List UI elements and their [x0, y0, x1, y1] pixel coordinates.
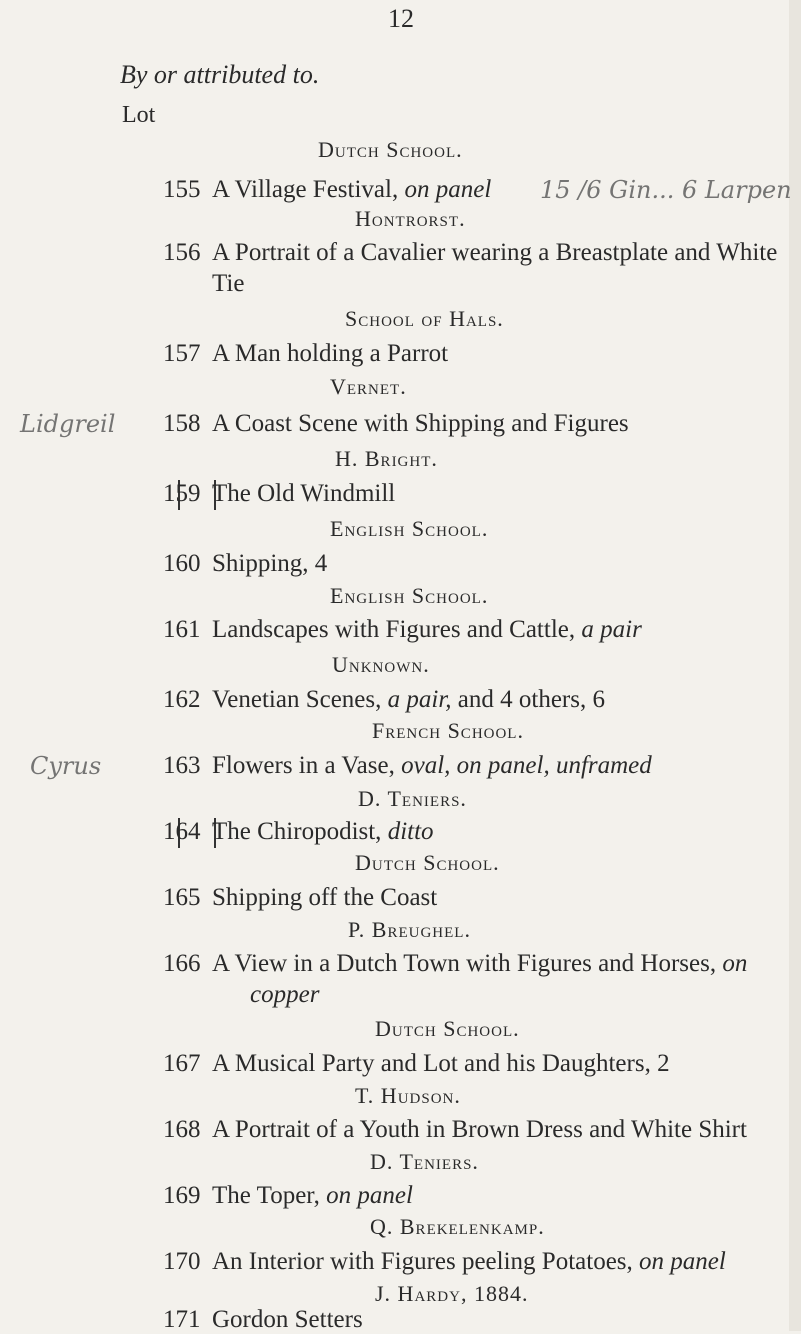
artist-name: Hontrorst. — [355, 206, 466, 231]
artist-name: Dutch School. — [355, 850, 500, 875]
handwritten-annotation: Lidgreil — [20, 410, 116, 438]
lot-title: Flowers in a Vase, oval, on panel, unframed — [212, 752, 652, 779]
lot-title: An Interior with Figures peeling Potatoes, on panel — [212, 1248, 726, 1275]
lot-number: 157 — [163, 340, 201, 367]
lot-title: The Toper, on panel — [212, 1182, 413, 1209]
lot-number: 163 — [163, 752, 201, 779]
lot-title: Landscapes with Figures and Cattle, a pair — [212, 616, 642, 643]
artist-name: Unknown. — [332, 652, 430, 677]
lot-column-header: Lot — [122, 102, 156, 128]
lot-title: A Coast Scene with Shipping and Figures — [212, 410, 629, 437]
lot-number: 156 — [163, 239, 201, 266]
artist-name: English School. — [330, 516, 489, 541]
artist-name: H. Bright. — [335, 446, 438, 471]
lot-number: 161 — [163, 616, 201, 643]
lot-title: A Portrait of a Cavalier wearing a Breastplate and White — [212, 239, 778, 266]
page-heading: By or attributed to. — [120, 60, 320, 89]
lot-title: Gordon Setters — [212, 1306, 363, 1333]
lot-title: Shipping off the Coast — [212, 884, 438, 911]
lot-title: The Chiropodist, ditto — [212, 818, 434, 845]
handwritten-annotation: Cyrus — [30, 752, 102, 780]
artist-name: D. Teniers. — [370, 1149, 479, 1174]
lot-number: 168 — [163, 1116, 201, 1143]
lot-number: 164 — [163, 818, 201, 845]
lot-title: A View in a Dutch Town with Figures and Horses, on — [212, 950, 748, 977]
artist-name: J. Hardy, 1884. — [375, 1281, 529, 1306]
artist-name: English School. — [330, 583, 489, 608]
lot-title-continued: copper — [250, 981, 320, 1008]
lot-number: 162 — [163, 686, 201, 713]
artist-name: Vernet. — [330, 374, 407, 399]
lot-number: 170 — [163, 1248, 201, 1275]
lot-number: 167 — [163, 1050, 201, 1077]
page-number: 12 — [388, 4, 414, 33]
artist-name: P. Breughel. — [348, 917, 471, 942]
lot-title-continued: Tie — [212, 270, 245, 297]
lot-number: 171 — [163, 1306, 201, 1333]
lot-title: Shipping, 4 — [212, 550, 328, 577]
lot-number: 165 — [163, 884, 201, 911]
artist-name: D. Teniers. — [358, 786, 467, 811]
artist-name: T. Hudson. — [355, 1083, 461, 1108]
artist-name: Dutch School. — [375, 1016, 520, 1041]
lot-title: A Portrait of a Youth in Brown Dress and White Shirt — [212, 1116, 747, 1143]
artist-name: French School. — [372, 718, 524, 743]
lot-number: 159 — [163, 480, 201, 507]
lot-title: Venetian Scenes, a pair, and 4 others, 6 — [212, 686, 605, 713]
lot-number: 155 — [163, 176, 201, 203]
lot-title: A Man holding a Parrot — [212, 340, 449, 367]
artist-name: School of Hals. — [345, 306, 504, 331]
lot-number: 166 — [163, 950, 201, 977]
lot-number: 160 — [163, 550, 201, 577]
lot-number: 158 — [163, 410, 201, 437]
artist-name: Dutch School. — [318, 137, 463, 162]
artist-name: Q. Brekelenkamp. — [370, 1214, 545, 1239]
handwritten-annotation: 15 /6 Gin... 6 Larpen — [540, 176, 792, 204]
lot-title: The Old Windmill — [212, 480, 396, 507]
lot-title: A Village Festival, on panel — [212, 176, 492, 203]
lot-number: 169 — [163, 1182, 201, 1209]
lot-title: A Musical Party and Lot and his Daughters, 2 — [212, 1050, 670, 1077]
